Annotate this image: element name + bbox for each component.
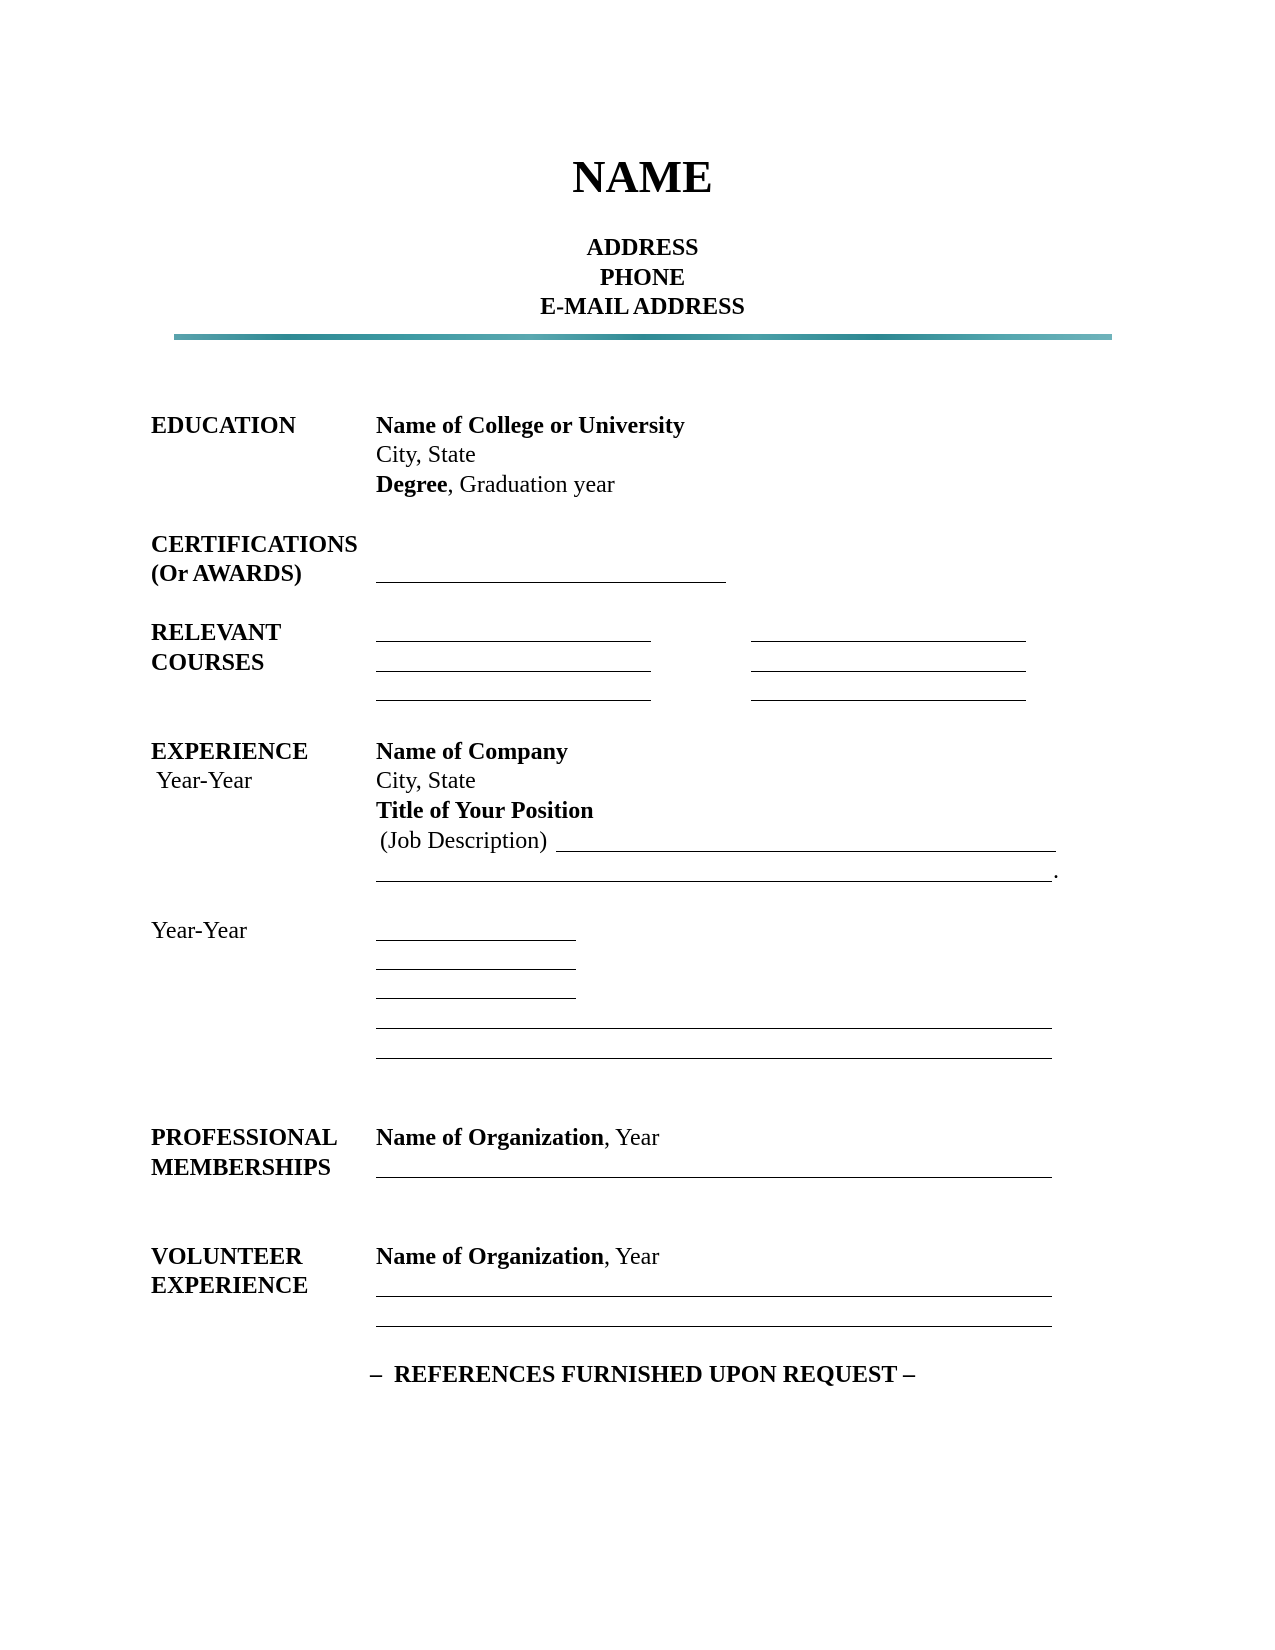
graduation-year: , Graduation year [447,472,615,498]
company-name: Name of Company [376,739,568,765]
certification-blank[interactable] [376,582,726,583]
job-description-blank[interactable] [556,851,1056,852]
section-label-certifications: CERTIFICATIONS [151,532,358,558]
course-blank[interactable] [376,700,651,701]
title-blank[interactable] [376,998,576,999]
course-blank[interactable] [751,671,1026,672]
volunteer-blank[interactable] [376,1296,1052,1297]
header-divider [174,334,1112,340]
volunteer-year: , Year [603,1244,660,1270]
section-label-relevant: RELEVANT [151,620,282,646]
section-label-volunteer-experience: EXPERIENCE [151,1273,309,1299]
phone: PHONE [599,265,686,291]
position-title: Title of Your Position [376,798,594,824]
experience-years: Year-Year [156,768,252,794]
experience-years: Year-Year [151,918,247,944]
job-description-blank[interactable] [376,881,1052,882]
degree-line [376,471,615,500]
membership-blank[interactable] [376,1177,1052,1178]
membership-year: , Year [603,1125,660,1151]
section-label-courses: COURSES [151,650,265,676]
company-blank[interactable] [376,940,576,941]
course-blank[interactable] [751,641,1026,642]
course-blank[interactable] [376,671,651,672]
course-blank[interactable] [751,700,1026,701]
period: . [1053,858,1059,884]
membership-line [376,1124,659,1153]
course-blank[interactable] [376,641,651,642]
resume-name: NAME [572,151,713,202]
school-name: Name of College or University [376,413,685,439]
address: ADDRESS [586,235,699,261]
section-label-experience: EXPERIENCE [151,739,309,765]
company-location: City, State [376,768,476,794]
section-label-education: EDUCATION [151,413,296,439]
description-blank[interactable] [376,1028,1052,1029]
degree: Degree [376,472,448,498]
references-note: – REFERENCES FURNISHED UPON REQUEST – [370,1362,915,1388]
volunteer-line [376,1243,659,1272]
email-address: E-MAIL ADDRESS [540,294,745,320]
location-blank[interactable] [376,969,576,970]
volunteer-org: Name of Organization [376,1244,604,1270]
section-sublabel-awards: (Or AWARDS) [151,561,302,587]
volunteer-blank[interactable] [376,1326,1052,1327]
section-label-volunteer: VOLUNTEER [151,1244,303,1270]
membership-org: Name of Organization [376,1125,604,1151]
section-label-memberships: MEMBERSHIPS [151,1155,332,1181]
job-description-label: (Job Description) [380,828,548,854]
school-location: City, State [376,442,476,468]
section-label-professional: PROFESSIONAL [151,1125,338,1151]
description-blank[interactable] [376,1058,1052,1059]
